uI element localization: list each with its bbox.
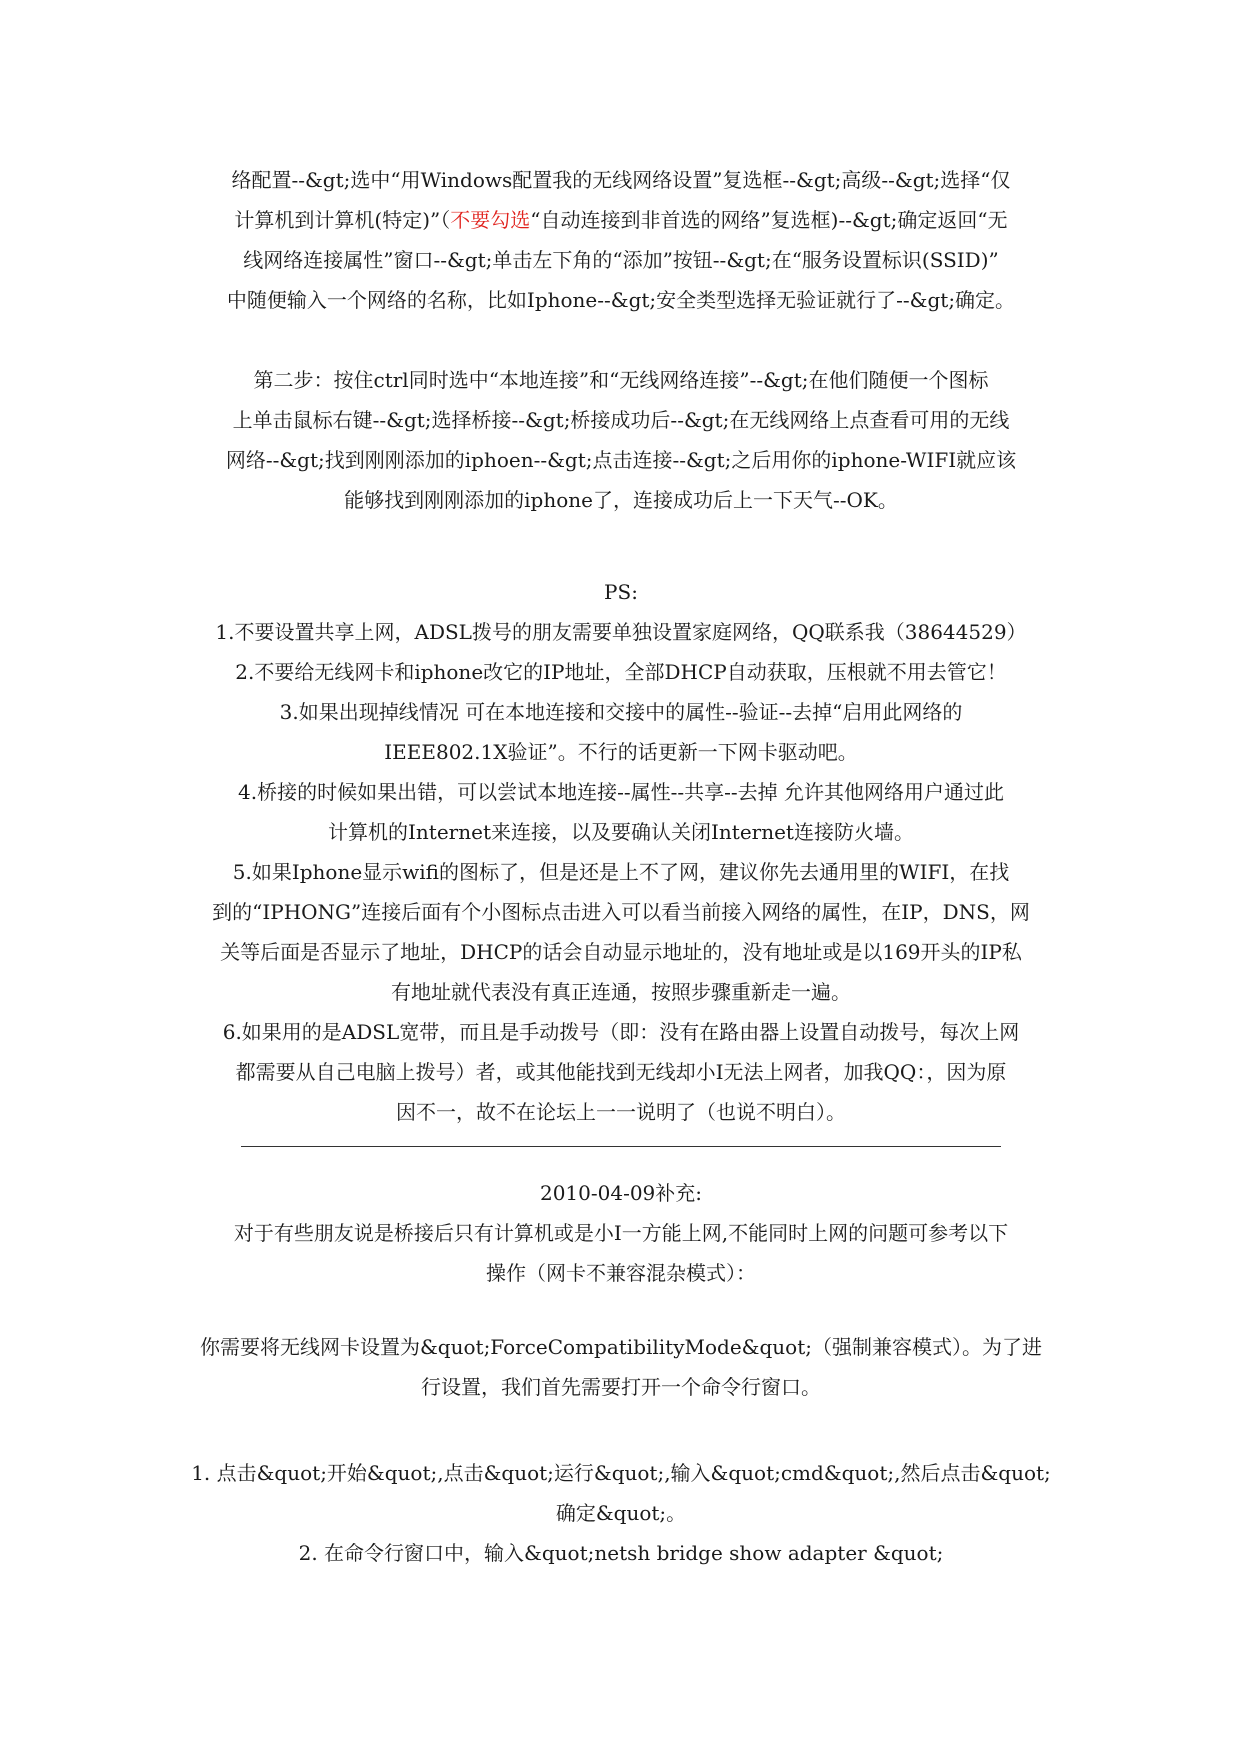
ps-line: 5.如果Iphone显示wifi的图标了，但是还是上不了网，建议你先去通用里的WIFI，在找 — [232, 860, 1010, 884]
ps-line: 到的“IPHONG”连接后面有个小图标点击进入可以看当前接入网络的属性，在IP，DNS，网 — [212, 900, 1030, 924]
step2-line: 第二步：按住ctrl同时选中“本地连接”和“无线网络连接”--&gt;在他们随便一个图标 — [253, 368, 989, 392]
step2-line: 上单击鼠标右键--&gt;选择桥接--&gt;桥接成功后--&gt;在无线网络上点查看可用的无线 — [232, 408, 1010, 432]
supplement-intro-line: 操作（网卡不兼容混杂模式）： — [486, 1261, 756, 1285]
step1-line-part: “自动连接到非首选的网络”复选框)--&gt;确定返回“无 — [530, 208, 1008, 232]
step2-line: 网络--&gt;找到刚刚添加的iphoen--&gt;点击连接--&gt;之后用你的iphone-WIFI就应该 — [225, 448, 1017, 472]
step1-line-part: 计算机到计算机(特定)”（ — [234, 208, 451, 232]
step1-line: 中随便输入一个网络的名称，比如Iphone--&gt;安全类型选择无验证就行了--&gt;确定。 — [226, 288, 1016, 312]
step1-line-mixed — [186, 200, 1056, 240]
settings-block — [186, 1327, 1056, 1407]
step-line: 2. 在命令行窗口中，输入&quot;netsh bridge show adapter &quot; — [298, 1541, 944, 1565]
ps-line: 6.如果用的是ADSL宽带，而且是手动拨号（即：没有在路由器上设置自动拨号，每次上网 — [222, 1020, 1020, 1044]
ps-line: 1.不要设置共享上网，ADSL拨号的朋友需要单独设置家庭网络，QQ联系我（38644529） — [215, 620, 1027, 644]
supplement-intro-line: 对于有些朋友说是桥接后只有计算机或是小I一方能上网,不能同时上网的问题可参考以下 — [233, 1221, 1009, 1245]
step2-block — [186, 360, 1056, 520]
ps-line: 4.桥接的时候如果出错，可以尝试本地连接--属性--共享--去掉 允许其他网络用户通过此 — [238, 780, 1004, 804]
ps-line: 计算机的Internet来连接，以及要确认关闭Internet连接防火墙。 — [328, 820, 914, 844]
step-line: 确定&quot;。 — [555, 1501, 687, 1525]
supplement-block — [186, 1173, 1056, 1293]
steps-block — [186, 1453, 1056, 1573]
section-divider — [241, 1146, 1001, 1173]
setting-line: 行设置，我们首先需要打开一个命令行窗口。 — [421, 1375, 821, 1399]
step1-line: 线网络连接属性”窗口--&gt;单击左下角的“添加”按钮--&gt;在“服务设置标识(SSID)” — [243, 248, 999, 272]
setting-line: 你需要将无线网卡设置为&quot;ForceCompatibilityMode&quot;（强制兼容模式）。为了进 — [200, 1335, 1042, 1359]
red-warning-text: 不要勾选 — [450, 208, 531, 232]
ps-block — [186, 572, 1056, 1132]
document-page — [186, 160, 1056, 1573]
step2-line: 能够找到刚刚添加的iphone了，连接成功后上一下天气--OK。 — [344, 488, 898, 512]
ps-line: 都需要从自己电脑上拨号）者，或其他能找到无线却小I无法上网者，加我QQ：，因为原 — [235, 1060, 1007, 1084]
supplement-date: 2010-04-09补充: — [539, 1181, 703, 1205]
ps-line: 关等后面是否显示了地址，DHCP的话会自动显示地址的，没有地址或是以169开头的IP私 — [220, 940, 1022, 964]
step1-line: 络配置--&gt;选中“用Windows配置我的无线网络设置”复选框--&gt;高级--&gt;选择“仅 — [231, 168, 1011, 192]
ps-line: 因不一，故不在论坛上一一说明了（也说不明白）。 — [396, 1100, 846, 1124]
ps-line: 2.不要给无线网卡和iphone改它的IP地址，全部DHCP自动获取，压根就不用去管它！ — [235, 660, 1007, 684]
ps-line: 3.如果出现掉线情况 可在本地连接和交接中的属性--验证--去掉“启用此网络的 — [279, 700, 963, 724]
ps-title: PS: — [604, 580, 638, 604]
ps-line: 有地址就代表没有真正连通，按照步骤重新走一遍。 — [391, 980, 851, 1004]
step-line: 1. 点击&quot;开始&quot;,点击&quot;运行&quot;,输入&quot;cmd&quot;,然后点击&quot; — [191, 1461, 1051, 1485]
ps-line: IEEE802.1X验证”。不行的话更新一下网卡驱动吧。 — [384, 740, 858, 764]
step1-block — [186, 160, 1056, 320]
